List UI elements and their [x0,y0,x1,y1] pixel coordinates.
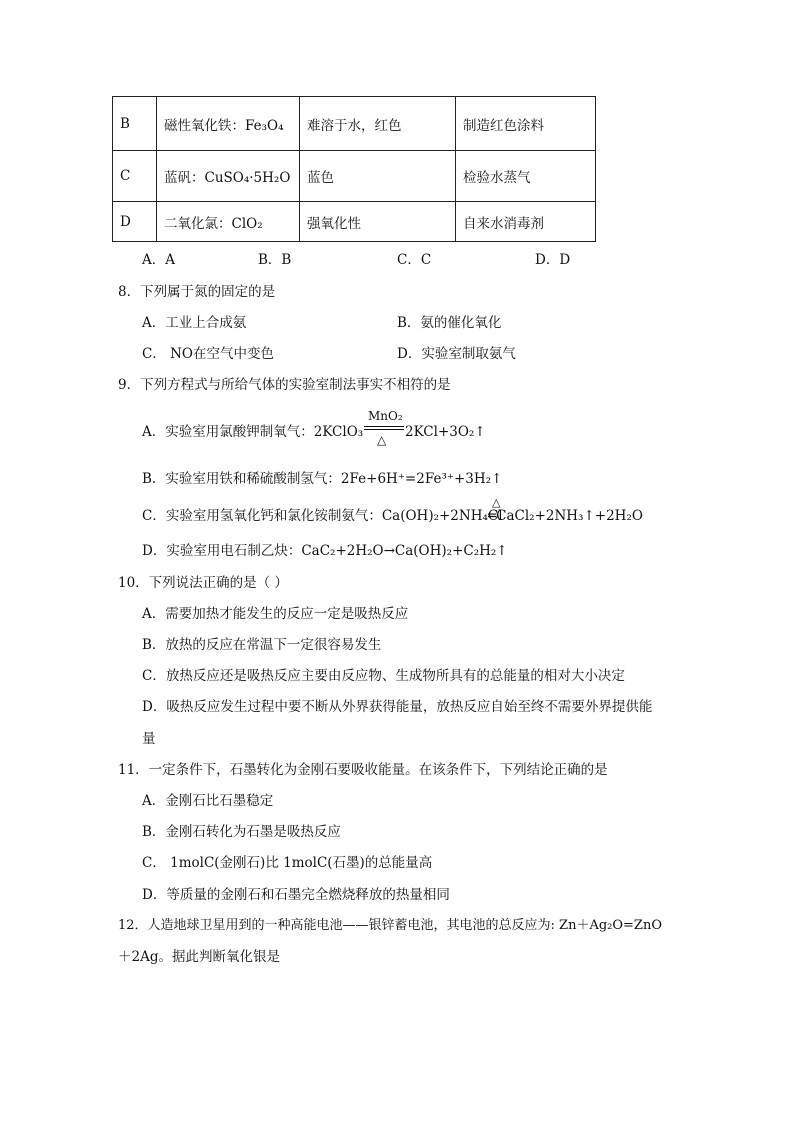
q11-option-c: C． 1molC(金刚石)比 1molC(石墨)的总能量高 [142,855,433,871]
q9-option-c-prefix: C．实验室用氢氧化钙和氯化铵制氨气：Ca(OH)₂+2NH₄Cl [142,508,503,524]
substance-property: 难溶于水，红色 [300,97,456,151]
q7-option-d: D．D [535,252,571,268]
q9-option-b: B．实验室用铁和稀硫酸制氢气：2Fe+6H⁺=2Fe³⁺+3H₂↑ [142,471,503,487]
q8-option-a: A．工业上合成氨 [142,315,247,331]
q9-c-heat-symbol: △ [492,496,501,509]
q11-stem: 11．一定条件下，石墨转化为金刚石要吸收能量。在该条件下，下列结论正确的是 [118,762,608,778]
q11-option-a: A．金刚石比石墨稳定 [142,793,274,809]
q11-option-b: B．金刚石转化为石墨是吸热反应 [142,824,341,840]
substance-name: 二氧化氯：ClO₂ [157,202,300,242]
q10-option-b: B．放热的反应在常温下一定很容易发生 [142,637,382,653]
q8-option-d: D．实验室制取氨气 [397,346,516,362]
answer-table [112,96,596,242]
q7-option-b: B．B [258,252,292,268]
substance-use: 自来水消毒剂 [456,202,596,242]
substance-use: 制造红色涂料 [456,97,596,151]
q8-stem: 8．下列属于氮的固定的是 [118,284,276,300]
q9-stem: 9．下列方程式与所给气体的实验室制法事实不相符的是 [118,377,451,393]
q10-option-d-continued: 量 [142,731,156,747]
table-row [113,202,596,242]
q9-option-a-suffix: 2KCl+3O₂↑ [405,424,486,440]
q8-option-c: C． NO在空气中变色 [142,346,275,362]
substance-name: 蓝矾：CuSO₄·5H₂O [157,151,300,202]
q7-option-a: A．A [142,252,175,268]
q9-catalyst-label: MnO₂ [368,409,403,423]
substance-use: 检验水蒸气 [456,151,596,202]
q7-option-c: C．C [397,252,432,268]
q10-option-d: D．吸热反应发生过程中要不断从外界获得能量，放热反应自始至终不需要外界提供能 [142,699,653,715]
q9-heat-symbol: △ [377,433,387,447]
q9-reaction-line-bottom [364,429,404,430]
row-letter: B [113,97,157,151]
substance-property: 蓝色 [300,151,456,202]
q9-option-a-prefix: A．实验室用氯酸钾制氧气：2KClO₃ [142,424,364,440]
row-letter: D [113,202,157,242]
table-row [113,97,596,151]
substance-name: 磁性氧化铁：Fe₃O₄ [157,97,300,151]
q8-option-b: B．氨的催化氧化 [397,315,502,331]
row-letter: C [113,151,157,202]
q9-option-c-suffix: ═CaCl₂+2NH₃↑+2H₂O [488,508,643,524]
q12-stem-line2: ＋2Ag。据此判断氧化银是 [118,949,280,965]
q9-reaction-line-top [364,426,404,427]
table-row [113,151,596,202]
q9-option-d: D．实验室用电石制乙炔：CaC₂+2H₂O→Ca(OH)₂+C₂H₂↑ [142,543,508,559]
q10-option-a: A．需要加热才能发生的反应一定是吸热反应 [142,606,409,622]
q10-option-c: C．放热反应还是吸热反应主要由反应物、生成物所具有的总能量的相对大小决定 [142,668,625,684]
q12-stem-line1: 12．人造地球卫星用到的一种高能电池——银锌蓄电池，其电池的总反应为: Zn＋Ag₂O=ZnO [118,918,662,933]
q10-stem: 10．下列说法正确的是（ ） [118,575,288,591]
substance-property: 强氧化性 [300,202,456,242]
q11-option-d: D．等质量的金刚石和石墨完全燃烧释放的热量相同 [142,887,450,903]
